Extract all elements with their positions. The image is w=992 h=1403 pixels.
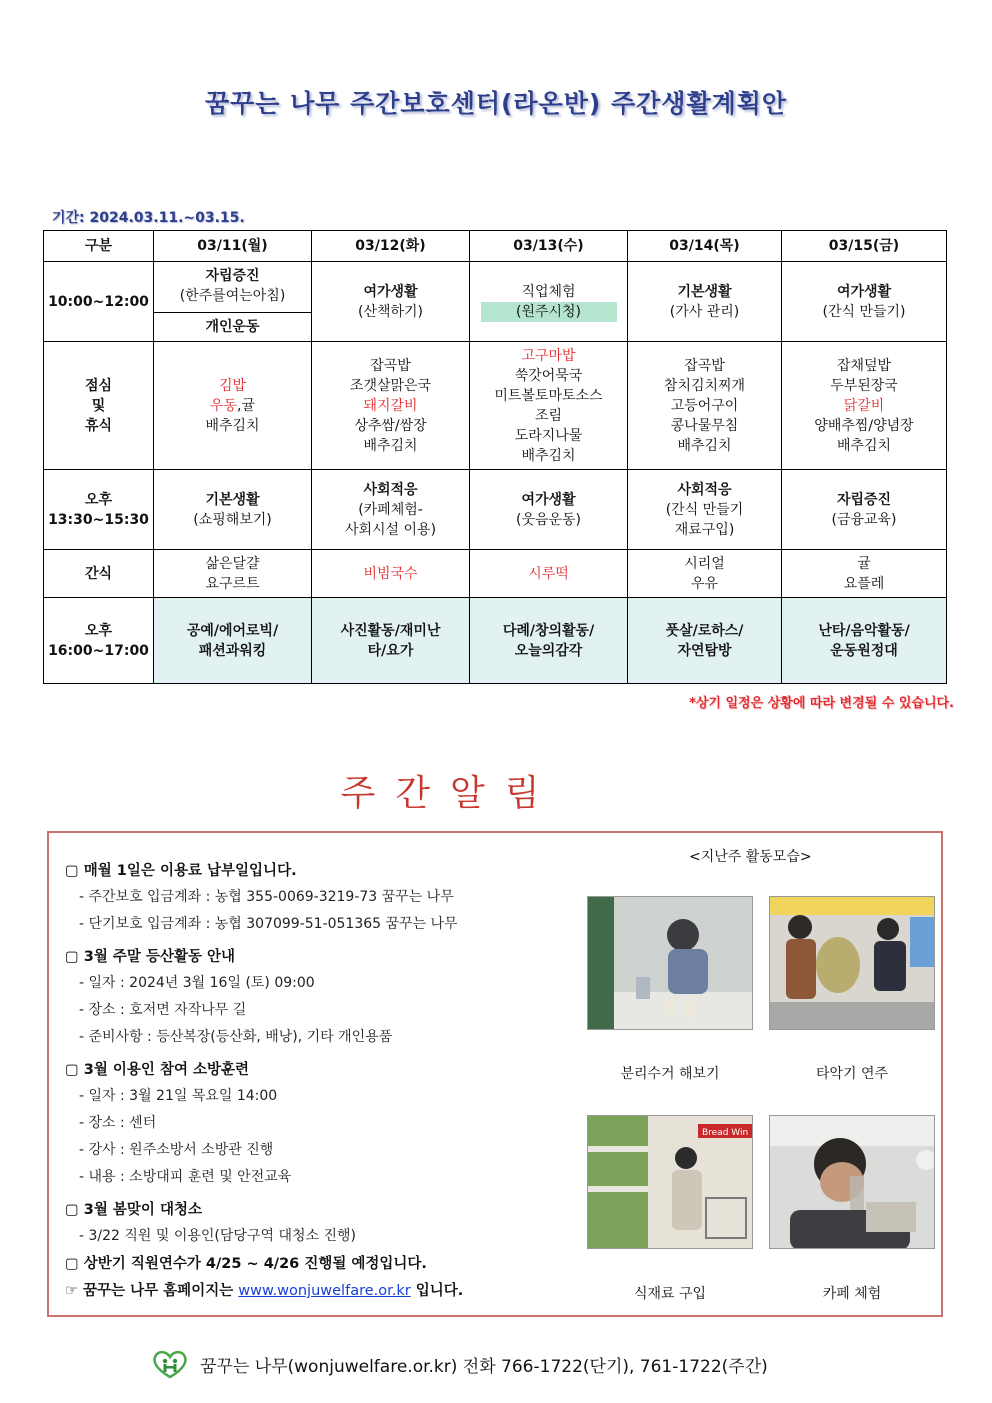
cell-text: (가사 관리) xyxy=(669,303,740,320)
cell-text: 자립증진 xyxy=(836,491,892,508)
cell-text: 배추김치 xyxy=(677,437,732,454)
cell-tue-late xyxy=(312,598,470,684)
header-cell: 03/11(월) xyxy=(154,231,312,262)
cell-fri-morning xyxy=(782,262,947,342)
cell-text: 여가생활 xyxy=(363,283,418,300)
cell-text: 자립증진 xyxy=(205,268,260,284)
header-cell: 03/15(금) xyxy=(782,231,947,262)
cell-wed-snack: 시루떡 xyxy=(470,550,628,598)
cell-text: (금융교육) xyxy=(831,511,897,528)
cell-text: 시리얼 xyxy=(684,555,725,572)
cell-text: ,귤 xyxy=(237,397,256,414)
announcement-item: - 주간보호 입금계좌 : 농협 355-0069-3219-73 꿈꾸는 나무 xyxy=(79,889,454,905)
announcement-item: - 장소 : 센터 xyxy=(79,1115,157,1131)
cell-text: 기본생활 xyxy=(677,283,732,300)
cell-text: 직업체험 xyxy=(521,283,576,300)
photos-title: <지난주 활동모습> xyxy=(689,849,812,865)
photo-cafe-image xyxy=(770,1116,935,1249)
cell-text: 배추김치 xyxy=(836,437,892,454)
cell-text: 상추쌈/쌈장 xyxy=(354,417,427,434)
header-cell: 03/14(목) xyxy=(628,231,782,262)
cell-thu-snack xyxy=(628,550,782,598)
page-title: 꿈꾸는 나무 주간보호센터(라온반) 주간생활계획안 xyxy=(204,89,788,118)
photo-recycling xyxy=(587,896,753,1030)
cell-wed-afternoon xyxy=(470,470,628,550)
cell-text: 사회적응 xyxy=(363,481,418,498)
photo-grocery-image xyxy=(588,1116,753,1249)
cell-text: 귤 xyxy=(857,555,871,572)
cell-text: 요구르트 xyxy=(205,575,260,592)
homepage-suffix: 입니다. xyxy=(415,1283,464,1299)
cell-tue-snack: 비빔국수 xyxy=(312,550,470,598)
row-label xyxy=(44,598,154,684)
cell-text: 우동 xyxy=(209,397,238,414)
cell-wed-morning xyxy=(470,262,628,342)
cell-text: (쇼핑해보기) xyxy=(193,511,272,528)
cell-text: 조갯살맑은국 xyxy=(349,377,432,394)
cell-text: 요플레 xyxy=(843,575,885,592)
cell-text: 오후 xyxy=(84,622,113,639)
cell-fri-lunch xyxy=(782,342,947,470)
cell-text: 휴식 xyxy=(84,417,113,434)
cell-text: 배추김치 xyxy=(363,437,418,454)
cell-text: 다례/창의활동/ xyxy=(502,622,595,639)
cell-mon-late xyxy=(154,598,312,684)
row-label xyxy=(44,470,154,550)
cell-text: 오늘의감각 xyxy=(514,642,583,659)
table-row xyxy=(44,342,947,470)
homepage-prefix: ☞ 꿈꾸는 나무 홈페이지는 xyxy=(65,1283,234,1299)
cell-text: 사회적응 xyxy=(677,481,732,498)
cell-text: 기본생활 xyxy=(205,491,260,508)
schedule-change-notice: *상기 일정은 상황에 따라 변경될 수 있습니다. xyxy=(689,696,954,711)
header-cell: 03/12(화) xyxy=(312,231,470,262)
cell-mon-morning xyxy=(154,262,312,342)
announcement-item: - 일자 : 3월 21일 목요일 14:00 xyxy=(79,1088,278,1104)
cell-text: 배추김치 xyxy=(205,417,260,434)
homepage-line xyxy=(65,1279,575,1300)
heart-logo-icon xyxy=(150,1349,190,1379)
cell-text: 재료구입) xyxy=(674,521,735,538)
cell-thu-late xyxy=(628,598,782,684)
announcement-item: - 준비사항 : 등산복장(등산화, 배낭), 기타 개인용품 xyxy=(79,1029,393,1045)
cell-text: 여가생활 xyxy=(521,491,576,508)
cell-mon-snack xyxy=(154,550,312,598)
cell-text: (카페체험- xyxy=(358,501,423,518)
cell-text: (산책하기) xyxy=(357,303,424,320)
cell-text: 도라지나물 xyxy=(514,427,583,444)
announcement-heading: ▢ 3월 봄맞이 대청소 xyxy=(65,1202,202,1218)
announcement-list xyxy=(65,859,575,1300)
cell-text: 고구마밥 xyxy=(521,347,576,364)
announcement-heading: ▢ 3월 주말 등산활동 안내 xyxy=(65,949,236,965)
header-cell: 03/13(수) xyxy=(470,231,628,262)
cell-text: 사회시설 이용) xyxy=(344,521,437,538)
cell-text: 운동원정대 xyxy=(830,642,898,659)
photo-caption: 카페 체험 xyxy=(822,1286,882,1302)
cell-text: 참치김치찌개 xyxy=(663,377,746,394)
cell-tue-afternoon xyxy=(312,470,470,550)
cell-text: 및 xyxy=(91,397,106,414)
cell-wed-lunch xyxy=(470,342,628,470)
table-header-row xyxy=(44,231,947,262)
cell-mon-lunch xyxy=(154,342,312,470)
cell-text: 개인운동 xyxy=(205,319,260,335)
cell-text: 여가생활 xyxy=(836,283,892,300)
footer xyxy=(150,1349,768,1379)
cell-fri-snack xyxy=(782,550,947,598)
photo-percussion-image xyxy=(770,897,935,1030)
photo-grocery xyxy=(587,1115,753,1249)
table-row xyxy=(44,262,947,342)
cell-text: 잡곡밥 xyxy=(370,357,411,374)
cell-mon-afternoon xyxy=(154,470,312,550)
cell-text: 미트볼토마토소스 xyxy=(494,387,603,404)
cell-text: 두부된장국 xyxy=(830,377,898,394)
announcement-heading: ▢ 3월 이용인 참여 소방훈련 xyxy=(65,1062,250,1078)
cell-text: 난타/음악활동/ xyxy=(818,622,910,639)
announcement-item: - 3/22 직원 및 이용인(담당구역 대청소 진행) xyxy=(79,1228,356,1244)
photo-caption: 식재료 구입 xyxy=(633,1286,707,1302)
announcement-item: - 단기보호 입금계좌 : 농협 307099-51-051365 꿈꾸는 나무 xyxy=(79,916,458,932)
homepage-link[interactable]: www.wonjuwelfare.or.kr xyxy=(238,1283,411,1299)
announcement-item: - 장소 : 호저면 자작나무 길 xyxy=(79,1002,247,1018)
announcement-item: - 내용 : 소방대피 훈련 및 안전교육 xyxy=(79,1169,292,1185)
highlighted-text: (원주시청) xyxy=(481,302,617,322)
photo-caption: 타악기 연주 xyxy=(815,1066,889,1082)
row-label: 10:00~12:00 xyxy=(44,262,154,342)
photo-caption: 분리수거 해보기 xyxy=(620,1066,720,1082)
announcement-heading: ▢ 매월 1일은 이용료 납부일입니다. xyxy=(65,863,297,879)
cell-text: 닭갈비 xyxy=(843,397,885,414)
photo-recycling-image xyxy=(588,897,753,1030)
row-label: 간식 xyxy=(44,550,154,598)
cell-text: 사진활동/재미난 xyxy=(340,622,441,639)
cell-text: 패션과워킹 xyxy=(198,642,267,659)
row-label xyxy=(44,342,154,470)
cell-fri-afternoon xyxy=(782,470,947,550)
cell-text: 점심 xyxy=(84,377,113,394)
announcement-item: - 강사 : 원주소방서 소방관 진행 xyxy=(79,1142,274,1158)
table-row xyxy=(44,550,947,598)
cell-text: 13:30~15:30 xyxy=(48,511,149,528)
cell-thu-lunch xyxy=(628,342,782,470)
announcement-heading: ▢ 상반기 직원연수가 4/25 ~ 4/26 진행될 예정입니다. xyxy=(65,1256,427,1272)
header-cell: 구분 xyxy=(44,231,154,262)
cell-divider xyxy=(154,312,311,313)
table-row xyxy=(44,598,947,684)
cell-text: 고등어구이 xyxy=(670,397,739,414)
cell-text: 자연탐방 xyxy=(677,642,732,659)
cell-text: 삶은달걀 xyxy=(205,555,260,572)
announcement-item: - 일자 : 2024년 3월 16일 (토) 09:00 xyxy=(79,975,315,991)
cell-text: 공예/에어로빅/ xyxy=(186,622,279,639)
cell-tue-morning xyxy=(312,262,470,342)
cell-thu-afternoon xyxy=(628,470,782,550)
cell-text: 조림 xyxy=(534,407,563,424)
bread-win-sign: Bread Win xyxy=(702,1128,749,1138)
cell-text: 김밥 xyxy=(218,377,247,394)
cell-text: 잡채덮밥 xyxy=(836,357,892,374)
cell-wed-late xyxy=(470,598,628,684)
weekly-notice-title: 주간알림 xyxy=(340,773,560,814)
cell-text: (간식 만들기) xyxy=(822,303,906,320)
period-label: 기간: 2024.03.11.~03.15. xyxy=(52,210,245,226)
photo-cafe xyxy=(769,1115,935,1249)
cell-text: 16:00~17:00 xyxy=(48,642,149,659)
cell-text: 오후 xyxy=(84,491,113,508)
cell-text: (한주를여는아침) xyxy=(179,288,286,304)
cell-text: 풋살/로하스/ xyxy=(665,622,744,639)
cell-text: 양배추찜/양념장 xyxy=(814,417,914,434)
schedule-table xyxy=(43,230,947,684)
photo-percussion xyxy=(769,896,935,1030)
cell-text: 잡곡밥 xyxy=(684,357,725,374)
footer-text: 꿈꾸는 나무(wonjuwelfare.or.kr) 전화 766-1722(단기), 761-1722(주간) xyxy=(200,1356,768,1377)
cell-fri-late xyxy=(782,598,947,684)
cell-text: 우유 xyxy=(690,575,719,592)
cell-text: 돼지갈비 xyxy=(363,397,418,414)
cell-tue-lunch xyxy=(312,342,470,470)
cell-text: 콩나물무침 xyxy=(670,417,739,434)
table-row xyxy=(44,470,947,550)
cell-text: 배추김치 xyxy=(521,447,576,464)
cell-text: 쑥갓어묵국 xyxy=(514,367,583,384)
announcement-box xyxy=(47,831,943,1317)
cell-text: 타/요가 xyxy=(367,642,414,659)
cell-text: (간식 만들기 xyxy=(665,501,744,518)
cell-text: (웃음운동) xyxy=(515,511,582,528)
cell-thu-morning xyxy=(628,262,782,342)
